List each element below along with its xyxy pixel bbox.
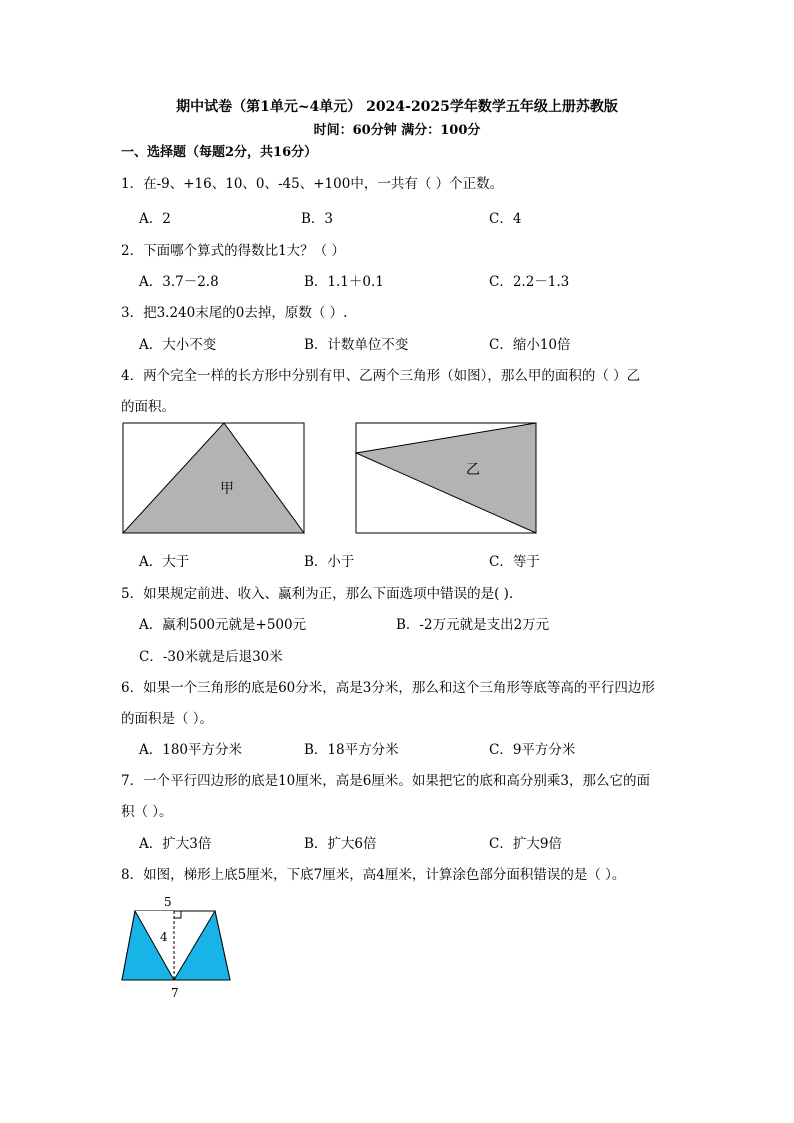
question-6-option-b: B．18平方分米: [304, 742, 399, 758]
question-8-stem: 8．如图，梯形上底5厘米，下底7厘米，高4厘米，计算涂色部分面积错误的是（ ）。: [121, 867, 626, 883]
question-4-stem-line2: 的面积。: [121, 399, 175, 415]
question-3-option-a: A．大小不变: [139, 337, 217, 353]
question-2-option-c: C．2.2－1.3: [489, 274, 570, 290]
exam-title: 期中试卷（第1单元~4单元） 2024-2025学年数学五年级上册苏教版: [176, 99, 618, 115]
question-4-stem-line1: 4．两个完全一样的长方形中分别有甲、乙两个三角形（如图），那么甲的面积的（ ）乙: [121, 368, 641, 384]
question-2-option-b: B．1.1＋0.1: [304, 274, 384, 290]
question-4-option-b: B．小于: [304, 554, 355, 570]
question-3-option-b: B．计数单位不变: [304, 337, 409, 353]
section-heading: 一、选择题（每题2分，共16分）: [121, 145, 318, 160]
question-7-option-c: C．扩大9倍: [489, 836, 562, 852]
question-5-option-b: B．-2万元就是支出2万元: [396, 617, 550, 633]
triangle-jia: [123, 423, 304, 533]
rectangle-b: [356, 423, 536, 533]
triangle-yi: [356, 423, 536, 533]
question-6-option-c: C．9平方分米: [489, 742, 576, 758]
question-1-option-c: C．4: [489, 211, 522, 227]
question-3-stem: 3．把3.240末尾的0去掉，原数（ ）.: [121, 305, 348, 321]
question-5-option-a: A．赢利500元就是+500元: [139, 617, 307, 633]
question-7-stem-line2: 积（ ）。: [121, 804, 173, 820]
question-7-option-a: A．扩大3倍: [139, 836, 212, 852]
question-2-option-a: A．3.7－2.8: [139, 274, 219, 290]
label-top-base: 5: [164, 895, 172, 909]
question-2-stem: 2．下面哪个算式的得数比1大？（ ）: [121, 243, 345, 259]
question-1-option-b: B．3: [301, 211, 334, 227]
exam-subtitle: 时间：60分钟 满分：100分: [313, 123, 481, 138]
label-height: 4: [160, 930, 168, 944]
question-6-stem-line1: 6．如果一个三角形的底是60分米，高是3分米，那么和这个三角形等底等高的平行四边形: [121, 680, 655, 696]
label-yi: 乙: [466, 462, 480, 478]
label-bottom-base: 7: [171, 986, 179, 1000]
trapezoid-figure: [115, 893, 240, 1003]
rectangle-a: [123, 423, 304, 533]
question-1-stem: 1．在-9、+16、10、0、-45、+100中，一共有（ ）个正数。: [121, 176, 504, 192]
question-3-option-c: C．缩小10倍: [489, 337, 571, 353]
question-4-option-a: A．大于: [139, 554, 190, 570]
question-5-option-c: C．-30米就是后退30米: [139, 649, 283, 665]
question-1-option-a: A．2: [139, 211, 171, 227]
rectangle-triangle-figure: [120, 420, 545, 538]
question-6-stem-line2: 的面积是（ ）。: [121, 711, 214, 727]
question-5-stem: 5．如果规定前进、收入、赢利为正，那么下面选项中错误的是( ).: [121, 586, 514, 602]
question-7-stem-line1: 7．一个平行四边形的底是10厘米，高是6厘米。如果把它的底和高分别乘3，那么它的面: [121, 773, 650, 789]
question-4-option-c: C．等于: [489, 554, 540, 570]
question-6-option-a: A．180平方分米: [139, 742, 243, 758]
question-7-option-b: B．扩大6倍: [304, 836, 377, 852]
label-jia: 甲: [220, 481, 234, 497]
